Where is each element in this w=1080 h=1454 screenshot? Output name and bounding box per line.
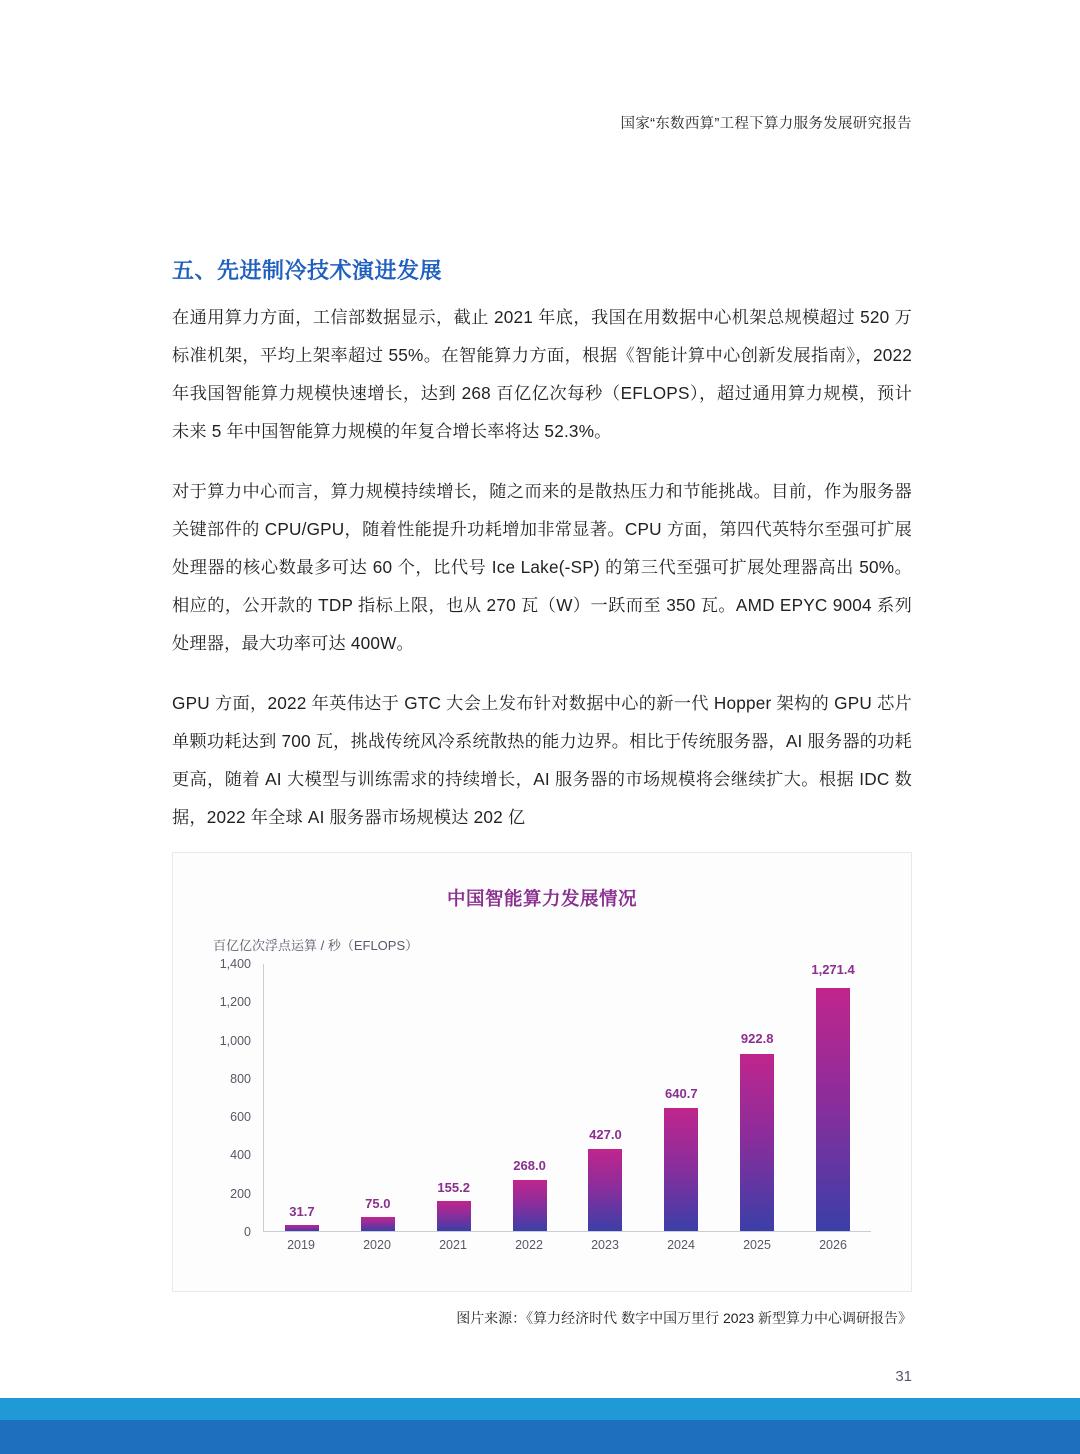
y-tick: 600 [230, 1110, 251, 1125]
bar-value-label: 427.0 [589, 1127, 622, 1142]
y-tick: 800 [230, 1071, 251, 1086]
footer-bar [0, 1420, 1080, 1454]
y-tick: 400 [230, 1148, 251, 1163]
chart-title: 中国智能算力发展情况 [446, 888, 637, 909]
bar [437, 1201, 471, 1231]
y-tick: 0 [244, 1225, 251, 1239]
paragraph: GPU 方面，2022 年英伟达于 GTC 大会上发布针对数据中心的新一代 Hopper 架构的 GPU 芯片单颗功耗达到 700 瓦，挑战传统风冷系统散热的能力边界。相比于传统服务器，AI 服务器的功耗更高，随着 AI 大模型与训练需求的持续增长，AI 服务器的市场规模将会继续扩大。根据 IDC 数据，2022 年全球 AI 服务器市场规模达 202 亿 [172, 693, 912, 827]
paragraph: 在通用算力方面，工信部数据显示，截止 2021 年底，我国在用数据中心机架总规模超过 520 万标准机架，平均上架率超过 55%。在智能算力方面，根据《智能计算中心创新发展指南》，2022 年我国智能算力规模快速增长，达到 268 百亿亿次每秒（EFLOPS），超过通用算力规模，预计未来 5 年中国智能算力规模的年复合增长率将达 52.3%。 [172, 307, 912, 441]
bar [588, 1149, 622, 1231]
x-axis [263, 1238, 871, 1252]
body-text [172, 298, 912, 858]
x-tick: 2019 [287, 1238, 315, 1252]
y-tick: 1,400 [219, 957, 251, 971]
bar-value-label: 640.7 [665, 1086, 698, 1101]
page-number: 31 [895, 1368, 912, 1385]
bar [740, 1054, 774, 1231]
bar [285, 1225, 319, 1231]
bar-item [343, 964, 413, 1231]
bar-series [264, 964, 871, 1231]
bar-value-label: 75.0 [365, 1196, 391, 1211]
x-tick: 2023 [591, 1238, 619, 1252]
y-tick: 1,000 [219, 1033, 251, 1048]
section-heading: 五、先进制冷技术演进发展 [172, 258, 443, 284]
bar-item [646, 964, 716, 1231]
figure-caption: 图片来源：《算力经济时代 数字中国万里行 2023 新型算力中心调研报告》 [456, 1310, 912, 1326]
running-header: 国家“东数西算”工程下算力服务发展研究报告 [620, 116, 912, 132]
y-tick: 1,200 [219, 995, 251, 1010]
x-tick: 2022 [515, 1238, 543, 1252]
y-axis [211, 957, 257, 1239]
x-tick: 2024 [667, 1238, 695, 1252]
paragraph: 对于算力中心而言，算力规模持续增长，随之而来的是散热压力和节能挑战。目前，作为服务器关键部件的 CPU/GPU，随着性能提升功耗增加非常显著。CPU 方面，第四代英特尔至强可扩展处理器的核心数最多可达 60 个，比代号 Ice Lake(-SP) 的第三代至强可扩展处理器高出 50%。相应的，公开款的 TDP 指标上限，也从 270 瓦（W）一跃而至 350 瓦。AMD EPYC 9004 系列处理器，最大功率可达 400W。 [172, 481, 912, 653]
bar-item [267, 964, 337, 1231]
bar-item [571, 964, 641, 1231]
bar [664, 1108, 698, 1231]
chart-unit-label: 百亿亿次浮点运算 / 秒（EFLOPS） [213, 938, 419, 953]
bar-value-label: 922.8 [740, 1031, 774, 1046]
chart-figure [172, 852, 912, 1292]
bar-item [419, 964, 489, 1231]
x-tick: 2025 [743, 1238, 771, 1252]
plot-area [263, 964, 871, 1232]
bar-value-label: 1,271.4 [811, 962, 855, 977]
chart-plot [211, 957, 883, 1254]
bar-value-label: 268.0 [513, 1158, 546, 1173]
bar-value-label: 31.7 [289, 1204, 315, 1219]
y-tick: 200 [230, 1186, 251, 1201]
bar-item [798, 964, 868, 1231]
bar [816, 988, 850, 1232]
x-tick: 2026 [819, 1238, 847, 1252]
bar-value-label: 155.2 [437, 1180, 470, 1195]
bar-item [722, 964, 792, 1231]
x-tick: 2020 [363, 1238, 391, 1252]
footer-accent-bar [0, 1398, 1080, 1420]
x-tick: 2021 [439, 1238, 467, 1252]
bar [513, 1180, 547, 1231]
bar [361, 1217, 395, 1231]
bar-item [495, 964, 565, 1231]
